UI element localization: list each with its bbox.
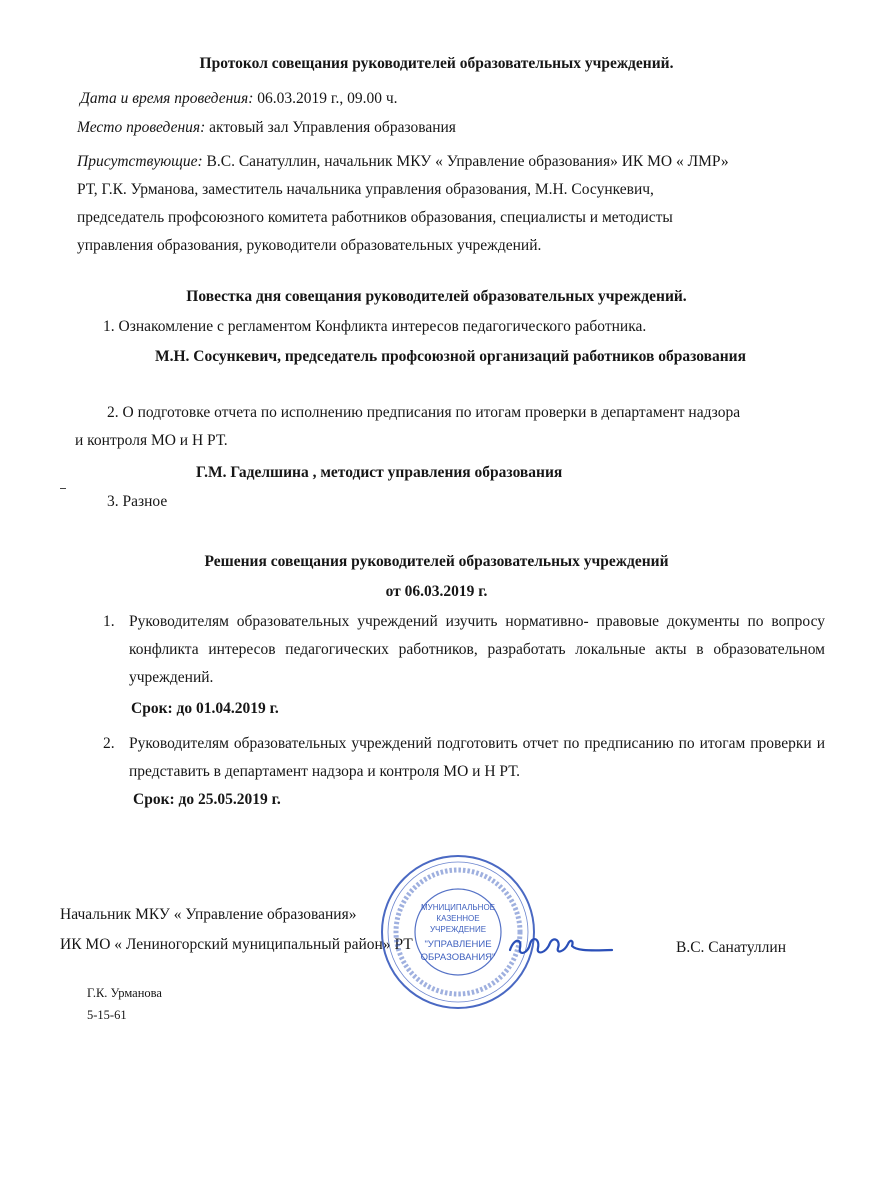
present-line-4: управления образования, руководители образовательных учреждений. [77, 237, 542, 254]
place-label: Место проведения: [77, 119, 206, 136]
decisions-heading: Решения совещания руководителей образовательных учреждений [204, 553, 669, 570]
stamp-line-1: МУНИЦИПАЛЬНОЕ [420, 903, 496, 912]
meeting-place [77, 118, 456, 138]
present-text: В.С. Санатуллин, начальник МКУ « Управление образования» ИК МО « ЛМР» [206, 153, 729, 170]
signatory-name: В.С. Санатуллин [676, 939, 786, 956]
agenda-item-2-line-2: и контроля МО и Н РТ. [75, 432, 228, 449]
agenda-item-2-speaker: Г.М. Гаделшина , методист управления образования [196, 464, 563, 481]
agenda-item-1-speaker: М.Н. Сосункевич, председатель профсоюзной организаций работников образования [155, 348, 746, 365]
present-line-3: председатель профсоюзного комитета работников образования, специалисты и методисты [77, 209, 673, 226]
agenda-heading: Повестка дня совещания руководителей образовательных учреждений. [186, 288, 687, 305]
stamp-line-2: КАЗЕННОЕ [436, 914, 480, 923]
decision-1-number: 1. [103, 613, 115, 630]
agenda-item-1: 1. Ознакомление с регламентом Конфликта интересов педагогического работника. [103, 318, 647, 335]
stray-mark [60, 488, 66, 489]
date-label: Дата и время проведения: [80, 90, 254, 107]
handwritten-signature [506, 928, 616, 962]
stamp-line-3: УЧРЕЖДЕНИЕ [429, 925, 487, 934]
decision-1-deadline: Срок: до 01.04.2019 г. [131, 700, 279, 717]
date-value: 06.03.2019 г., 09.00 ч. [257, 90, 398, 107]
stamp-line-4: "УПРАВЛЕНИЕ [424, 939, 492, 950]
footer-author: Г.К. Урманова [87, 986, 162, 1000]
signatory-title-line-1: Начальник МКУ « Управление образования» [60, 906, 357, 923]
decision-2-number: 2. [103, 735, 115, 752]
present-line-2: РТ, Г.К. Урманова, заместитель начальника управления образования, М.Н. Сосункевич, [77, 181, 654, 198]
footer-phone: 5-15-61 [87, 1008, 127, 1022]
agenda-item-3: 3. Разное [107, 493, 168, 510]
place-value: актовый зал Управления образования [209, 119, 456, 136]
decisions-date: от 06.03.2019 г. [385, 583, 488, 600]
stamp-line-5: ОБРАЗОВАНИЯ" [420, 952, 496, 963]
decision-2-deadline: Срок: до 25.05.2019 г. [133, 791, 281, 808]
present-line-1 [77, 152, 729, 172]
decision-2-text: Руководителям образовательных учреждений подготовить отчет по предписанию по итогам проверки и представить в департамент надзора и контроля МО и Н РТ. [129, 735, 825, 780]
present-label: Присутствующие: [77, 153, 203, 170]
decision-1-text: Руководителям образовательных учреждений изучить нормативно- правовые документы по вопросу конфликта интересов педагогических работников, разработать локальные акты в образовательном учреждений. [129, 613, 825, 686]
signatory-title-line-2: ИК МО « Лениногорский муниципальный район» РТ [60, 936, 413, 953]
meeting-date [80, 89, 398, 109]
agenda-item-2-line-1: 2. О подготовке отчета по исполнению предписания по итогам проверки в департамент надзора [107, 404, 741, 421]
document-title: Протокол совещания руководителей образовательных учреждений. [199, 55, 674, 72]
